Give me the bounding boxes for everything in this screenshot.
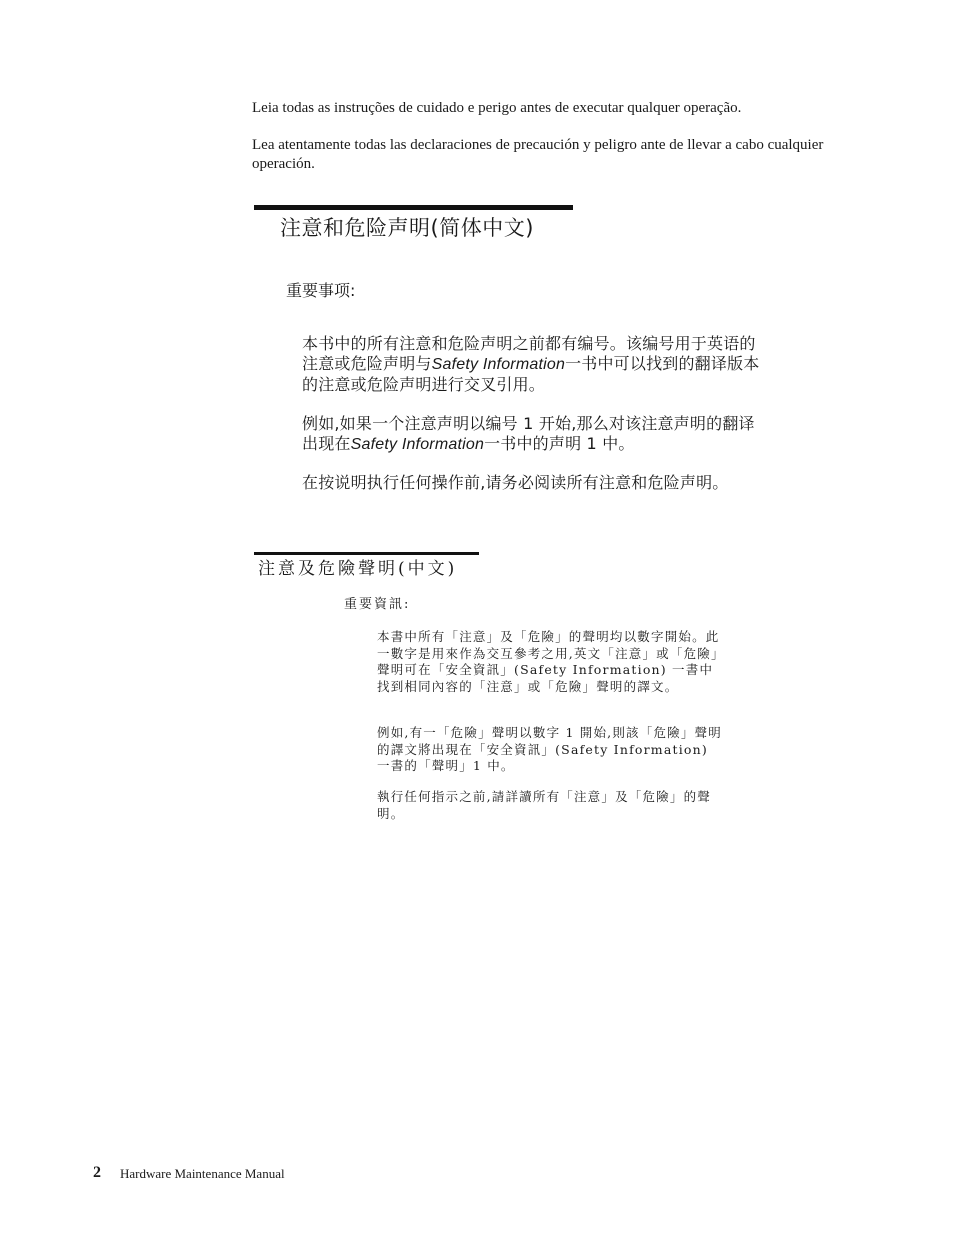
paragraph-simplified-1: 本书中的所有注意和危险声明之前都有编号。该编号用于英语的注意或危险声明与Safety Information一书中可以找到的翻译版本的注意或危险声明进行交叉引用。	[302, 334, 760, 394]
paragraph-simplified-3: 在按说明执行任何操作前,请务必阅读所有注意和危险声明。	[302, 473, 729, 492]
paragraph-traditional-2: 例如,有一「危險」聲明以數字 1 開始,則該「危險」聲明的譯文將出現在「安全資訊」(Safety Information) 一書的「聲明」1 中。	[377, 725, 722, 773]
intro-portuguese: Leia todas as instruções de cuidado e perigo antes de executar qualquer operação.	[252, 100, 742, 116]
heading-simplified-chinese: 注意和危险声明(简体中文)	[280, 216, 534, 240]
section-rule-simplified	[254, 205, 573, 210]
footer-manual-title: Hardware Maintenance Manual	[120, 1166, 285, 1181]
heading-traditional-chinese: 注意及危險聲明(中文)	[258, 559, 458, 579]
paragraph-traditional-3: 執行任何指示之前,請詳讀所有「注意」及「危險」的聲明。	[377, 789, 711, 821]
intro-spanish: Lea atentamente todas las declaraciones de precaución y peligro ante de llevar a cabo cualquier operación.	[252, 137, 824, 172]
label-important-traditional: 重要資訊:	[344, 597, 411, 612]
label-important-simplified: 重要事项:	[286, 281, 356, 300]
page-number: 2	[93, 1164, 101, 1181]
paragraph-traditional-1: 本書中所有「注意」及「危險」的聲明均以數字開始。此一數字是用來作為交互參考之用,英文「注意」或「危險」聲明可在「安全資訊」(Safety Information) 一書中找到相同內容的「注意」或「危險」聲明的譯文。	[377, 629, 720, 694]
paragraph-simplified-2: 例如,如果一个注意声明以编号 1 开始,那么对该注意声明的翻译出现在Safety Information一书中的声明 1 中。	[302, 414, 755, 453]
section-rule-traditional	[254, 552, 479, 555]
